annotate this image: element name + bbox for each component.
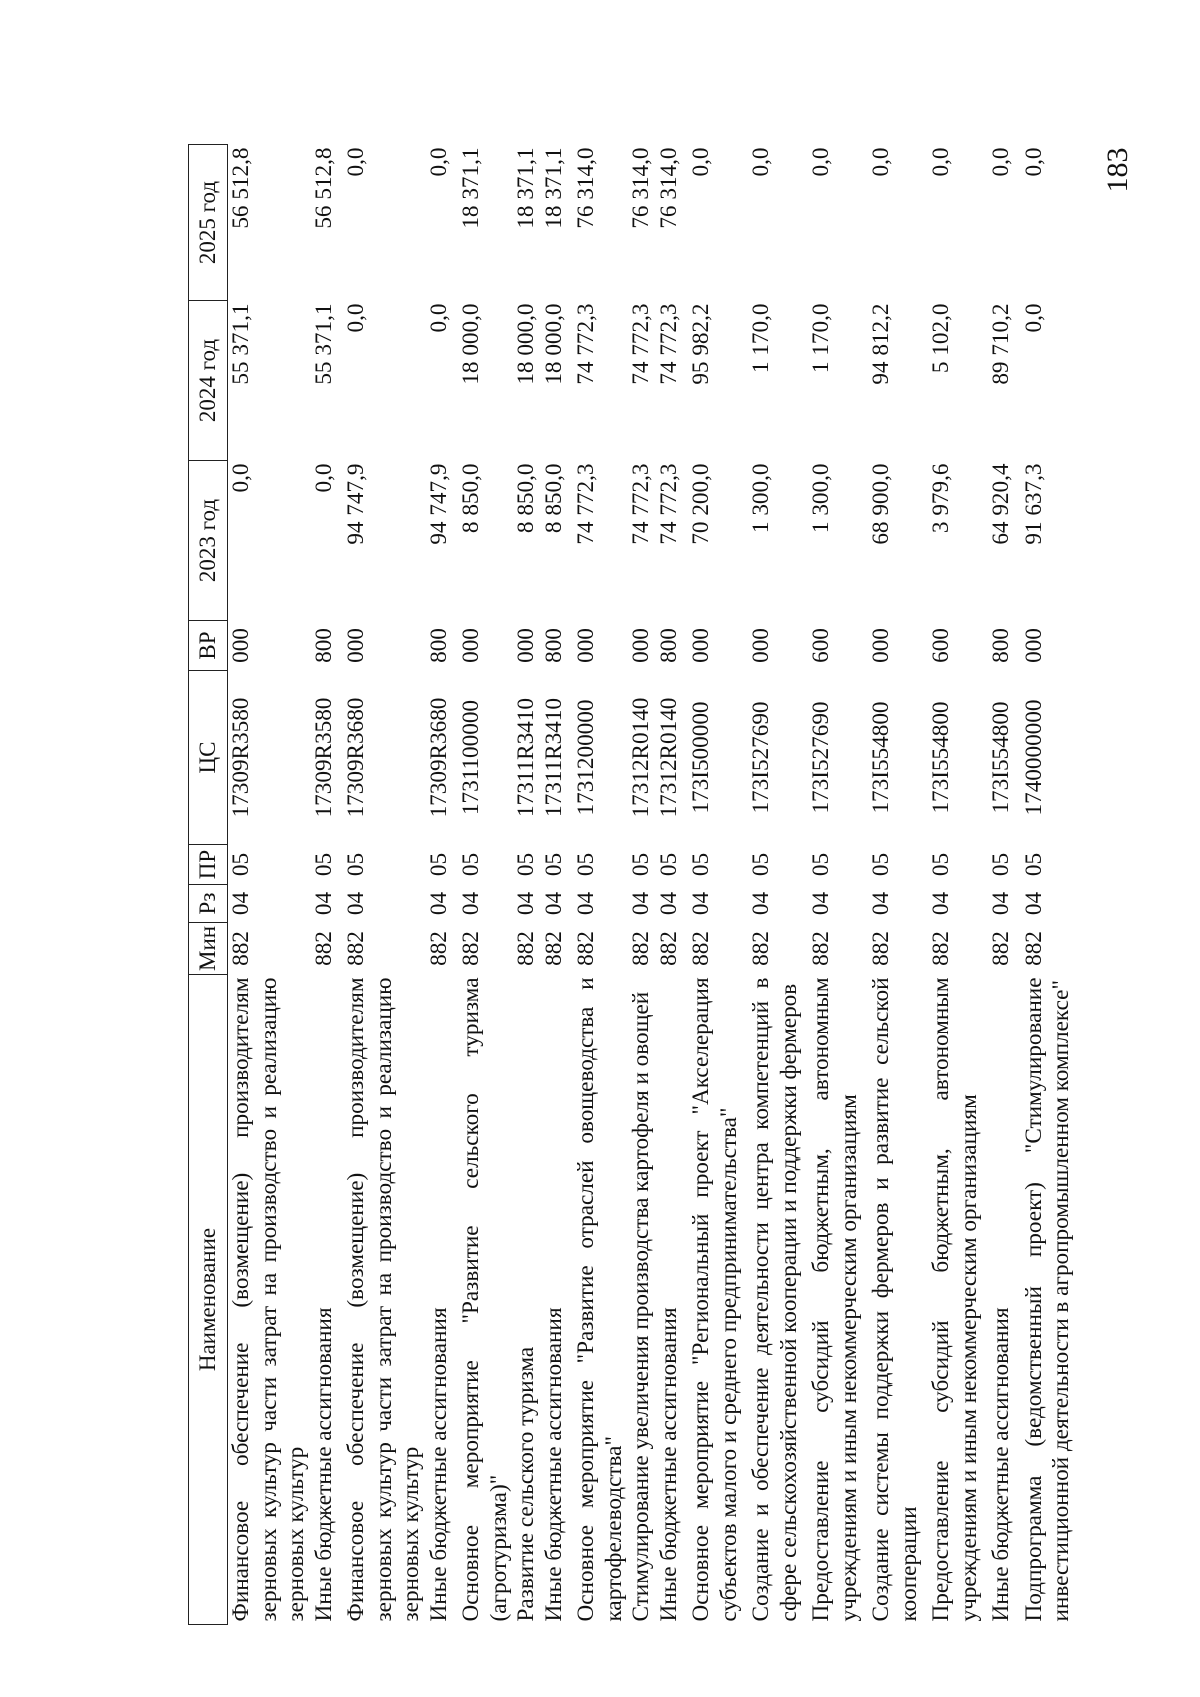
row-vr: 800 xyxy=(655,628,682,663)
row-rz: 04 xyxy=(628,891,654,916)
row-2023: 68 900,0 xyxy=(868,463,894,545)
row-min: 882 xyxy=(228,931,254,966)
row-rz: 04 xyxy=(808,891,834,916)
row-cs: 17309R3680 xyxy=(425,697,452,818)
row-2025: 18 371,1 xyxy=(513,147,539,229)
row-name: Финансовое обеспечение (возмещение) производителям зерновых культур части затрат на производство и реализацию зерновых культур xyxy=(228,977,309,1622)
row-2024: 18 000,0 xyxy=(513,303,539,385)
row-pr: 05 xyxy=(868,852,894,877)
row-2024: 55 371,1 xyxy=(228,303,254,385)
row-2023: 8 850,0 xyxy=(513,463,539,534)
row-vr: 000 xyxy=(228,628,254,663)
row-2024: 89 710,2 xyxy=(988,303,1014,385)
row-name: Предоставление субсидий бюджетным, автономным учреждениям и иным некоммерческим организациям xyxy=(928,977,982,1622)
row-rz: 04 xyxy=(748,891,774,916)
row-rz: 04 xyxy=(540,891,567,916)
row-name: Основное мероприятие "Региональный проект "Акселерация субъектов малого и среднего предпринимательства" xyxy=(688,977,742,1622)
row-name: Иные бюджетные ассигнования xyxy=(540,1307,567,1622)
row-2024: 55 371,1 xyxy=(310,303,337,385)
table-row xyxy=(628,145,656,1625)
row-cs: 173I554800 xyxy=(928,701,954,814)
row-min: 882 xyxy=(928,931,954,966)
row-min: 882 xyxy=(808,931,834,966)
row-2023: 74 772,3 xyxy=(628,463,654,545)
row-vr: 800 xyxy=(540,628,567,663)
row-pr: 05 xyxy=(343,852,369,877)
row-cs: 17312R0140 xyxy=(655,697,682,818)
row-min: 882 xyxy=(868,931,894,966)
header-rz: Рз xyxy=(189,885,228,923)
row-pr: 05 xyxy=(748,852,774,877)
row-2025: 18 371,1 xyxy=(458,147,484,229)
row-2024: 74 772,3 xyxy=(573,303,599,385)
table-body xyxy=(228,145,1076,1625)
row-2025: 76 314,0 xyxy=(628,147,654,229)
row-vr: 000 xyxy=(343,628,369,663)
row-2024: 74 772,3 xyxy=(628,303,654,385)
row-2025: 56 512,8 xyxy=(310,147,337,229)
row-pr: 05 xyxy=(808,852,834,877)
row-2023: 8 850,0 xyxy=(458,463,484,534)
row-cs: 1731200000 xyxy=(573,699,599,816)
row-rz: 04 xyxy=(458,891,484,916)
row-2025: 18 371,1 xyxy=(540,147,567,229)
row-2025: 56 512,8 xyxy=(228,147,254,229)
header-2023: 2023 год xyxy=(189,461,228,621)
row-vr: 800 xyxy=(988,628,1014,663)
row-pr: 05 xyxy=(425,852,452,877)
page-number: 183 xyxy=(1101,147,1134,193)
row-min: 882 xyxy=(540,931,567,966)
row-pr: 05 xyxy=(1020,852,1047,877)
row-cs: 17309R3680 xyxy=(343,697,369,818)
row-cs: 17311R3410 xyxy=(540,698,567,817)
header-2025: 2025 год xyxy=(189,145,228,301)
row-name: Иные бюджетные ассигнования xyxy=(425,1307,452,1622)
row-2024: 74 772,3 xyxy=(655,303,682,385)
row-name: Основное мероприятие "Развитие отраслей овощеводства и картофелеводства" xyxy=(573,977,627,1622)
row-pr: 05 xyxy=(628,852,654,877)
row-min: 882 xyxy=(458,931,484,966)
table-row xyxy=(803,145,863,1625)
row-pr: 05 xyxy=(688,852,714,877)
row-2024: 18 000,0 xyxy=(458,303,484,385)
header-min: Мин xyxy=(189,923,228,975)
row-rz: 04 xyxy=(228,891,254,916)
table-row xyxy=(228,145,311,1625)
row-2023: 3 979,6 xyxy=(928,463,954,534)
row-cs: 173I527690 xyxy=(808,701,834,814)
row-2023: 70 200,0 xyxy=(688,463,714,545)
row-2023: 91 637,3 xyxy=(1020,463,1047,545)
row-pr: 05 xyxy=(458,852,484,877)
row-rz: 04 xyxy=(310,891,337,916)
row-2025: 0,0 xyxy=(928,147,954,177)
header-2024: 2024 год xyxy=(189,301,228,461)
row-min: 882 xyxy=(748,931,774,966)
row-2023: 64 920,4 xyxy=(988,463,1014,545)
row-rz: 04 xyxy=(425,891,452,916)
row-name: Иные бюджетные ассигнования xyxy=(310,1307,337,1622)
row-vr: 800 xyxy=(425,628,452,663)
row-name: Развитие сельского туризма xyxy=(513,1346,539,1622)
row-2023: 94 747,9 xyxy=(425,463,452,545)
row-2024: 95 982,2 xyxy=(688,303,714,385)
row-name: Финансовое обеспечение (возмещение) производителям зерновых культур части затрат на производство и реализацию зерновых культур xyxy=(343,977,424,1622)
row-rz: 04 xyxy=(688,891,714,916)
table-row xyxy=(656,145,684,1625)
row-2024: 1 170,0 xyxy=(808,303,834,374)
row-cs: 17312R0140 xyxy=(628,697,654,818)
row-vr: 800 xyxy=(310,628,337,663)
table-row xyxy=(426,145,454,1625)
row-min: 882 xyxy=(628,931,654,966)
row-vr: 000 xyxy=(573,628,599,663)
row-name: Создание системы поддержки фермеров и развитие сельской кооперации xyxy=(868,977,922,1622)
row-2023: 8 850,0 xyxy=(540,463,567,534)
table-row xyxy=(453,145,513,1625)
row-2025: 0,0 xyxy=(748,147,774,177)
row-vr: 000 xyxy=(1020,628,1047,663)
row-min: 882 xyxy=(310,931,337,966)
row-cs: 173I527690 xyxy=(748,701,774,814)
row-rz: 04 xyxy=(868,891,894,916)
table-row xyxy=(983,145,1016,1625)
row-2023: 0,0 xyxy=(310,463,337,493)
row-min: 882 xyxy=(688,931,714,966)
row-rz: 04 xyxy=(1020,891,1047,916)
row-rz: 04 xyxy=(655,891,682,916)
row-name: Иные бюджетные ассигнования xyxy=(988,1307,1014,1622)
row-vr: 600 xyxy=(808,628,834,663)
row-2024: 0,0 xyxy=(1020,303,1047,333)
row-pr: 05 xyxy=(988,852,1014,877)
budget-table xyxy=(188,144,1076,1625)
row-min: 882 xyxy=(1020,931,1047,966)
row-2025: 0,0 xyxy=(988,147,1014,177)
row-name: Стимулирование увеличения производства картофеля и овощей xyxy=(628,991,654,1622)
row-min: 882 xyxy=(988,931,1014,966)
table-row xyxy=(863,145,923,1625)
header-pr: ПР xyxy=(189,845,228,885)
row-vr: 000 xyxy=(868,628,894,663)
row-2023: 0,0 xyxy=(228,463,254,493)
table-row xyxy=(743,145,803,1625)
row-name: Подпрограмма (ведомственный проект) "Стимулирование инвестиционной деятельности в агропромышленном комплексе" xyxy=(1020,977,1074,1622)
row-2023: 74 772,3 xyxy=(573,463,599,545)
row-vr: 000 xyxy=(628,628,654,663)
row-cs: 17309R3580 xyxy=(310,697,337,818)
row-2025: 0,0 xyxy=(808,147,834,177)
row-min: 882 xyxy=(425,931,452,966)
row-min: 882 xyxy=(343,931,369,966)
row-name: Основное мероприятие "Развитие сельского туризма (агротуризма)" xyxy=(458,977,512,1622)
row-pr: 05 xyxy=(310,852,337,877)
row-2024: 0,0 xyxy=(343,303,369,333)
table-row xyxy=(338,145,426,1625)
row-rz: 04 xyxy=(928,891,954,916)
row-2025: 0,0 xyxy=(1020,147,1047,177)
row-pr: 05 xyxy=(540,852,567,877)
row-min: 882 xyxy=(573,931,599,966)
row-2023: 94 747,9 xyxy=(343,463,369,545)
row-cs: 173I554800 xyxy=(988,701,1014,814)
row-2025: 0,0 xyxy=(343,147,369,177)
row-cs: 1740000000 xyxy=(1020,699,1047,816)
row-rz: 04 xyxy=(513,891,539,916)
row-cs: 173I554800 xyxy=(868,701,894,814)
row-2024: 1 170,0 xyxy=(748,303,774,374)
row-2025: 0,0 xyxy=(868,147,894,177)
row-cs: 1731100000 xyxy=(458,699,484,816)
row-2024: 0,0 xyxy=(425,303,452,333)
row-2025: 0,0 xyxy=(688,147,714,177)
row-pr: 05 xyxy=(513,852,539,877)
row-cs: 17311R3410 xyxy=(513,698,539,817)
row-rz: 04 xyxy=(573,891,599,916)
header-name: Наименование xyxy=(189,975,228,1625)
table-row xyxy=(923,145,983,1625)
row-2023: 1 300,0 xyxy=(748,463,774,534)
row-pr: 05 xyxy=(228,852,254,877)
row-rz: 04 xyxy=(988,891,1014,916)
table-row xyxy=(1016,145,1076,1625)
row-2024: 5 102,0 xyxy=(928,303,954,374)
row-cs: 173I500000 xyxy=(688,701,714,814)
row-rz: 04 xyxy=(343,891,369,916)
row-name: Предоставление субсидий бюджетным, автономным учреждениям и иным некоммерческим организациям xyxy=(808,977,862,1622)
row-pr: 05 xyxy=(655,852,682,877)
table-row xyxy=(683,145,743,1625)
table-row xyxy=(541,145,569,1625)
row-name: Иные бюджетные ассигнования xyxy=(655,1307,682,1622)
row-vr: 000 xyxy=(688,628,714,663)
rotated-page-content xyxy=(188,145,1074,1625)
row-vr: 000 xyxy=(458,628,484,663)
row-2025: 76 314,0 xyxy=(573,147,599,229)
row-vr: 000 xyxy=(513,628,539,663)
row-vr: 600 xyxy=(928,628,954,663)
row-pr: 05 xyxy=(928,852,954,877)
row-name: Создание и обеспечение деятельности центра компетенций в сфере сельскохозяйственной кооперации и поддержки фермеров xyxy=(748,977,802,1622)
table-row xyxy=(311,145,339,1625)
row-vr: 000 xyxy=(748,628,774,663)
header-cs: ЦС xyxy=(189,671,228,845)
header-vr: ВР xyxy=(189,621,228,671)
row-pr: 05 xyxy=(573,852,599,877)
table-header-row xyxy=(189,145,228,1625)
table-row xyxy=(513,145,541,1625)
row-cs: 17309R3580 xyxy=(228,697,254,818)
row-2023: 1 300,0 xyxy=(808,463,834,534)
row-2024: 18 000,0 xyxy=(540,303,567,385)
row-2025: 0,0 xyxy=(425,147,452,177)
table-row xyxy=(568,145,628,1625)
row-min: 882 xyxy=(513,931,539,966)
row-min: 882 xyxy=(655,931,682,966)
row-2025: 76 314,0 xyxy=(655,147,682,229)
row-2023: 74 772,3 xyxy=(655,463,682,545)
row-2024: 94 812,2 xyxy=(868,303,894,385)
